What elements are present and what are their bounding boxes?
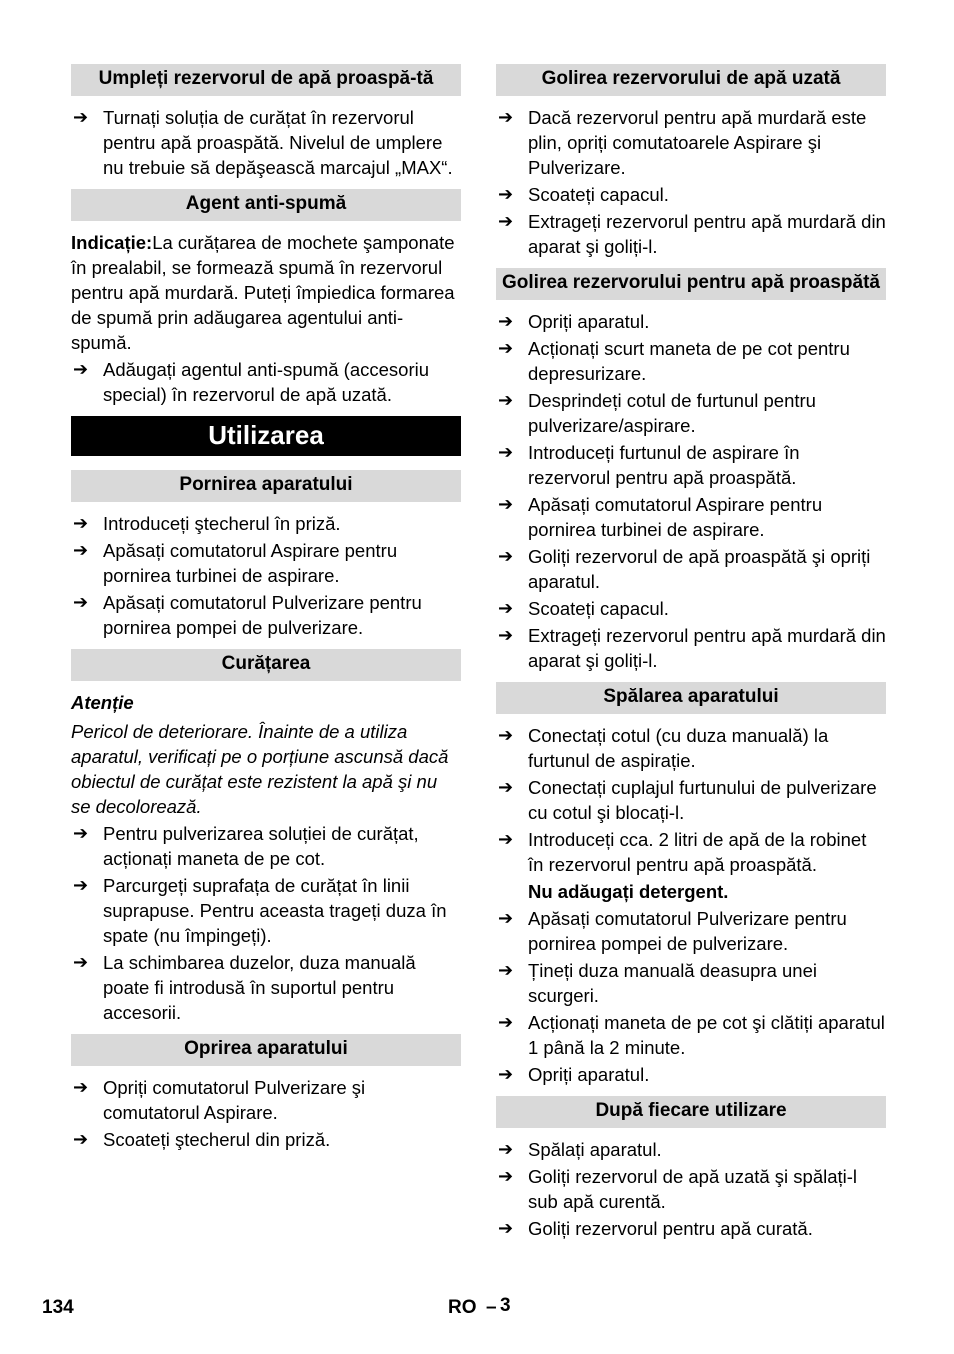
list-item-text: Acționați scurt maneta de pe cot pentru depresurizare. bbox=[528, 338, 850, 384]
arrow-right-icon: ➔ bbox=[73, 359, 89, 379]
list-item bbox=[496, 309, 886, 334]
section-heading-cleaning: Curățarea bbox=[71, 649, 461, 681]
list-item-text: Scoateți capacul. bbox=[528, 598, 669, 619]
arrow-right-icon: ➔ bbox=[498, 908, 514, 928]
list-item bbox=[71, 538, 461, 588]
list-item bbox=[71, 1075, 461, 1125]
list-item-text: Apăsați comutatorul Pulverizare pentru pornirea pompei de pulverizare. bbox=[103, 592, 422, 638]
warning-title: Atenție bbox=[71, 692, 134, 713]
chapter-heading-usage: Utilizarea bbox=[71, 416, 461, 456]
list-item-text: La schimbarea duzelor, duza manuală poate fi introdusă în suportul pentru accesorii. bbox=[103, 952, 416, 1023]
section-heading-empty-fresh-water: Golirea rezervorului pentru apă proaspătă bbox=[496, 268, 886, 300]
list-item-text: Apăsați comutatorul Aspirare pentru pornirea turbinei de aspirare. bbox=[528, 494, 823, 540]
arrow-right-icon: ➔ bbox=[498, 1218, 514, 1238]
list-item-text: Spălați aparatul. bbox=[528, 1139, 662, 1160]
list-item-text: Adăugați agentul anti-spumă (accesoriu special) în rezervorul de apă uzată. bbox=[103, 359, 429, 405]
arrow-right-icon: ➔ bbox=[73, 1129, 89, 1149]
list-item bbox=[496, 182, 886, 207]
list-item-text: Opriți aparatul. bbox=[528, 311, 650, 332]
list-item bbox=[496, 105, 886, 180]
section-heading-rinse-device: Spălarea aparatului bbox=[496, 682, 886, 714]
bullet-list bbox=[71, 821, 461, 1025]
arrow-right-icon: ➔ bbox=[73, 107, 89, 127]
list-item-text: Goliți rezervorul pentru apă curată. bbox=[528, 1218, 813, 1239]
list-item-text: Desprindeți cotul de furtunul pentru pulverizare/aspirare. bbox=[528, 390, 816, 436]
bullet-list bbox=[496, 105, 886, 259]
list-item bbox=[496, 1062, 886, 1087]
arrow-right-icon: ➔ bbox=[498, 1166, 514, 1186]
list-item-text: Turnați soluția de curățat în rezervorul pentru apă proaspătă. Nivelul de umplere nu trebuie să depăşească marcajul „MAX“. bbox=[103, 107, 453, 178]
arrow-right-icon: ➔ bbox=[498, 625, 514, 645]
list-item-text: Extrageți rezervorul pentru apă murdară din aparat şi goliți-l. bbox=[528, 211, 886, 257]
right-column bbox=[496, 64, 886, 1250]
list-item bbox=[496, 388, 886, 438]
page-number: 134 bbox=[42, 1297, 74, 1318]
arrow-right-icon: ➔ bbox=[498, 546, 514, 566]
language-code: RO bbox=[448, 1297, 477, 1318]
bullet-list bbox=[496, 309, 886, 673]
note-text: La curățarea de mochete şamponate în prealabil, se formează spumă în rezervorul pentru apă murdară. Puteți împiedica formarea de spumă prin adăugarea agentului anti-spumă. bbox=[71, 232, 455, 353]
bullet-list bbox=[71, 105, 461, 180]
section-page-number: 3 bbox=[500, 1295, 511, 1316]
list-item-text: Dacă rezervorul pentru apă murdară este plin, opriți comutatoarele Aspirare şi Pulverizare. bbox=[528, 107, 867, 178]
list-item bbox=[71, 590, 461, 640]
list-item bbox=[71, 105, 461, 180]
list-item-text: Parcurgeți suprafața de curățat în linii suprapuse. Pentru aceasta trageți duza în spate (nu împingeți). bbox=[103, 875, 447, 946]
list-item bbox=[496, 209, 886, 259]
arrow-right-icon: ➔ bbox=[498, 107, 514, 127]
list-item bbox=[71, 950, 461, 1025]
list-item bbox=[496, 544, 886, 594]
arrow-right-icon: ➔ bbox=[73, 823, 89, 843]
list-item-text: Acționați maneta de pe cot şi clătiți aparatul 1 până la 2 minute. bbox=[528, 1012, 885, 1058]
list-item-text: Conectați cotul (cu duza manuală) la furtunul de aspirație. bbox=[528, 725, 829, 771]
list-item bbox=[496, 723, 886, 773]
bullet-list bbox=[71, 1075, 461, 1152]
list-item-text: Apăsați comutatorul Pulverizare pentru pornirea pompei de pulverizare. bbox=[528, 908, 847, 954]
section-heading-empty-waste-water: Golirea rezervorului de apă uzată bbox=[496, 64, 886, 96]
arrow-right-icon: ➔ bbox=[498, 960, 514, 980]
list-item bbox=[496, 1137, 886, 1162]
arrow-right-icon: ➔ bbox=[73, 513, 89, 533]
arrow-right-icon: ➔ bbox=[73, 952, 89, 972]
list-item bbox=[71, 821, 461, 871]
arrow-right-icon: ➔ bbox=[498, 1064, 514, 1084]
list-item bbox=[496, 775, 886, 825]
arrow-right-icon: ➔ bbox=[73, 540, 89, 560]
list-item-text: Pentru pulverizarea soluției de curățat, acționați maneta de pe cot. bbox=[103, 823, 419, 869]
arrow-right-icon: ➔ bbox=[498, 390, 514, 410]
list-item-text: Introduceți cca. 2 litri de apă de la robinet în rezervorul pentru apă proaspătă. bbox=[528, 829, 867, 875]
warning-text: Pericol de deteriorare. Înainte de a utiliza aparatul, verificați pe o porțiune ascunsă dacă obiectul de curățat este rezistent la apă şi nu se decolorează. bbox=[71, 721, 449, 817]
list-item-text: Goliți rezervorul de apă proaspătă şi opriți aparatul. bbox=[528, 546, 871, 592]
bullet-list bbox=[71, 511, 461, 640]
arrow-right-icon: ➔ bbox=[498, 494, 514, 514]
list-item-text: Țineți duza manuală deasupra unei scurgeri. bbox=[528, 960, 817, 1006]
list-item bbox=[496, 596, 886, 621]
arrow-right-icon: ➔ bbox=[73, 1077, 89, 1097]
no-detergent-note: Nu adăugați detergent. bbox=[528, 881, 729, 902]
list-item-text: Conectați cuplajul furtunului de pulverizare cu cotul şi blocați-l. bbox=[528, 777, 877, 823]
list-item-text: Goliți rezervorul de apă uzată şi spălați-l sub apă curentă. bbox=[528, 1166, 858, 1212]
list-item bbox=[496, 827, 886, 877]
arrow-right-icon: ➔ bbox=[498, 311, 514, 331]
arrow-right-icon: ➔ bbox=[498, 1139, 514, 1159]
arrow-right-icon: ➔ bbox=[498, 1012, 514, 1032]
arrow-right-icon: ➔ bbox=[498, 598, 514, 618]
section-heading-start-device: Pornirea aparatului bbox=[71, 470, 461, 502]
list-item-text: Scoateți capacul. bbox=[528, 184, 669, 205]
arrow-right-icon: ➔ bbox=[498, 829, 514, 849]
list-item-text: Apăsați comutatorul Aspirare pentru pornirea turbinei de aspirare. bbox=[103, 540, 398, 586]
bullet-list bbox=[71, 357, 461, 407]
list-item bbox=[496, 492, 886, 542]
arrow-right-icon: ➔ bbox=[498, 777, 514, 797]
arrow-right-icon: ➔ bbox=[498, 211, 514, 231]
list-item-text: Scoateți ştecherul din priză. bbox=[103, 1129, 331, 1150]
list-item-text: Extrageți rezervorul pentru apă murdară din aparat şi goliți-l. bbox=[528, 625, 886, 671]
section-heading-anti-foam: Agent anti-spumă bbox=[71, 189, 461, 221]
list-item bbox=[496, 623, 886, 673]
arrow-right-icon: ➔ bbox=[73, 592, 89, 612]
list-item-text: Introduceți furtunul de aspirare în rezervorul pentru apă proaspătă. bbox=[528, 442, 800, 488]
list-item bbox=[496, 958, 886, 1008]
list-item-text: Opriți comutatorul Pulverizare şi comutatorul Aspirare. bbox=[103, 1077, 366, 1123]
list-item bbox=[496, 1216, 886, 1241]
note-label: Indicație: bbox=[71, 232, 153, 253]
list-item bbox=[71, 357, 461, 407]
left-column bbox=[71, 64, 461, 1161]
list-item-text: Opriți aparatul. bbox=[528, 1064, 650, 1085]
arrow-right-icon: ➔ bbox=[498, 442, 514, 462]
footer-separator: – bbox=[486, 1297, 497, 1318]
list-item bbox=[71, 1127, 461, 1152]
note-paragraph bbox=[71, 230, 461, 355]
list-item bbox=[496, 336, 886, 386]
arrow-right-icon: ➔ bbox=[498, 184, 514, 204]
list-item bbox=[496, 906, 886, 956]
list-item bbox=[496, 1164, 886, 1214]
bullet-list bbox=[496, 723, 886, 877]
section-heading-fill-fresh-water: Umpleți rezervorul de apă proaspă-tă bbox=[71, 64, 461, 96]
list-item bbox=[496, 440, 886, 490]
list-item bbox=[496, 1010, 886, 1060]
list-item bbox=[71, 873, 461, 948]
list-item-text: Introduceți ştecherul în priză. bbox=[103, 513, 341, 534]
bullet-list bbox=[496, 1137, 886, 1241]
section-heading-stop-device: Oprirea aparatului bbox=[71, 1034, 461, 1066]
arrow-right-icon: ➔ bbox=[498, 725, 514, 745]
bullet-list bbox=[496, 906, 886, 1087]
arrow-right-icon: ➔ bbox=[498, 338, 514, 358]
section-heading-after-each-use: După fiecare utilizare bbox=[496, 1096, 886, 1128]
list-item bbox=[71, 511, 461, 536]
arrow-right-icon: ➔ bbox=[73, 875, 89, 895]
